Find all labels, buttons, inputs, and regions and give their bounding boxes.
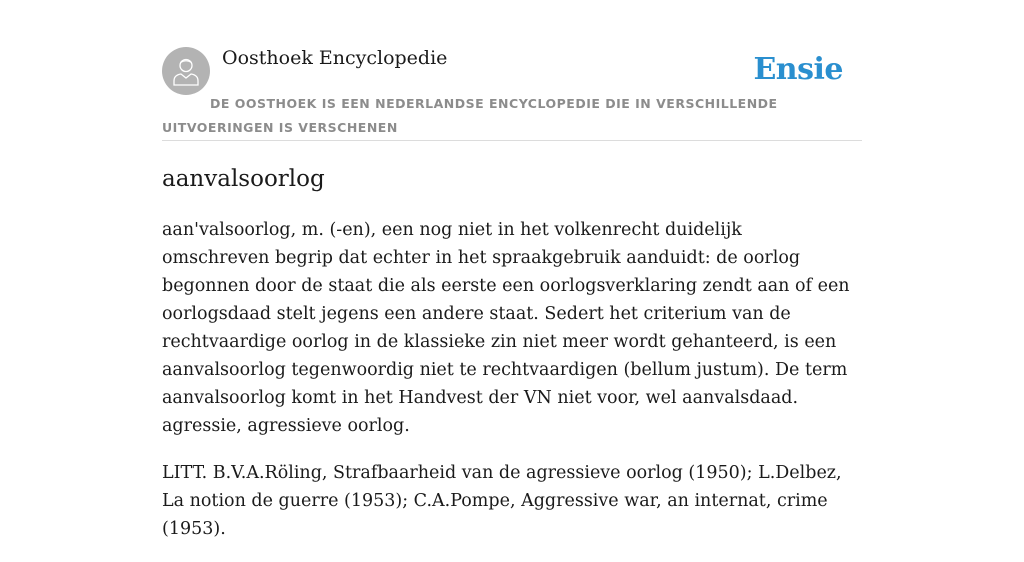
- page-title: aanvalsoorlog: [162, 166, 325, 192]
- header: [162, 46, 862, 141]
- site-name[interactable]: Oosthoek Encyclopedie: [222, 47, 448, 69]
- definition-paragraph: aan'valsoorlog, m. (-en), een nog niet in het volkenrecht duidelijk omschreven begrip dat echter in het spraakgebruik aanduidt: de oorlog begonnen door de staat die als eerste een oorlogsverklaring zendt aan of een oorlogsdaad stelt jegens een andere staat. Sedert het criterium van de rechtvaardige oorlog in de klassieke zin niet meer wordt gehanteerd, is een aanvalsoorlog tegenwoordig niet te rechtvaardigen (bellum justum). De term aanvalsoorlog komt in het Handvest der VN niet voor, wel aanvalsdaad. agressie, agressieve oorlog.: [162, 220, 850, 436]
- article-body: [162, 216, 852, 562]
- site-tagline: DE OOSTHOEK IS EEN NEDERLANDSE ENCYCLOPEDIE DIE IN VERSCHILLENDE UITVOERINGEN IS VERSCHENEN: [162, 96, 778, 135]
- literature-paragraph: LITT. B.V.A.Röling, Strafbaarheid van de agressieve oorlog (1950); L.Delbez, La notion de guerre (1953); C.A.Pompe, Aggressive war, an internat, crime (1953).: [162, 463, 842, 539]
- avatar[interactable]: [162, 47, 210, 95]
- user-icon: [172, 56, 200, 86]
- brand-logo[interactable]: Ensie: [753, 52, 843, 87]
